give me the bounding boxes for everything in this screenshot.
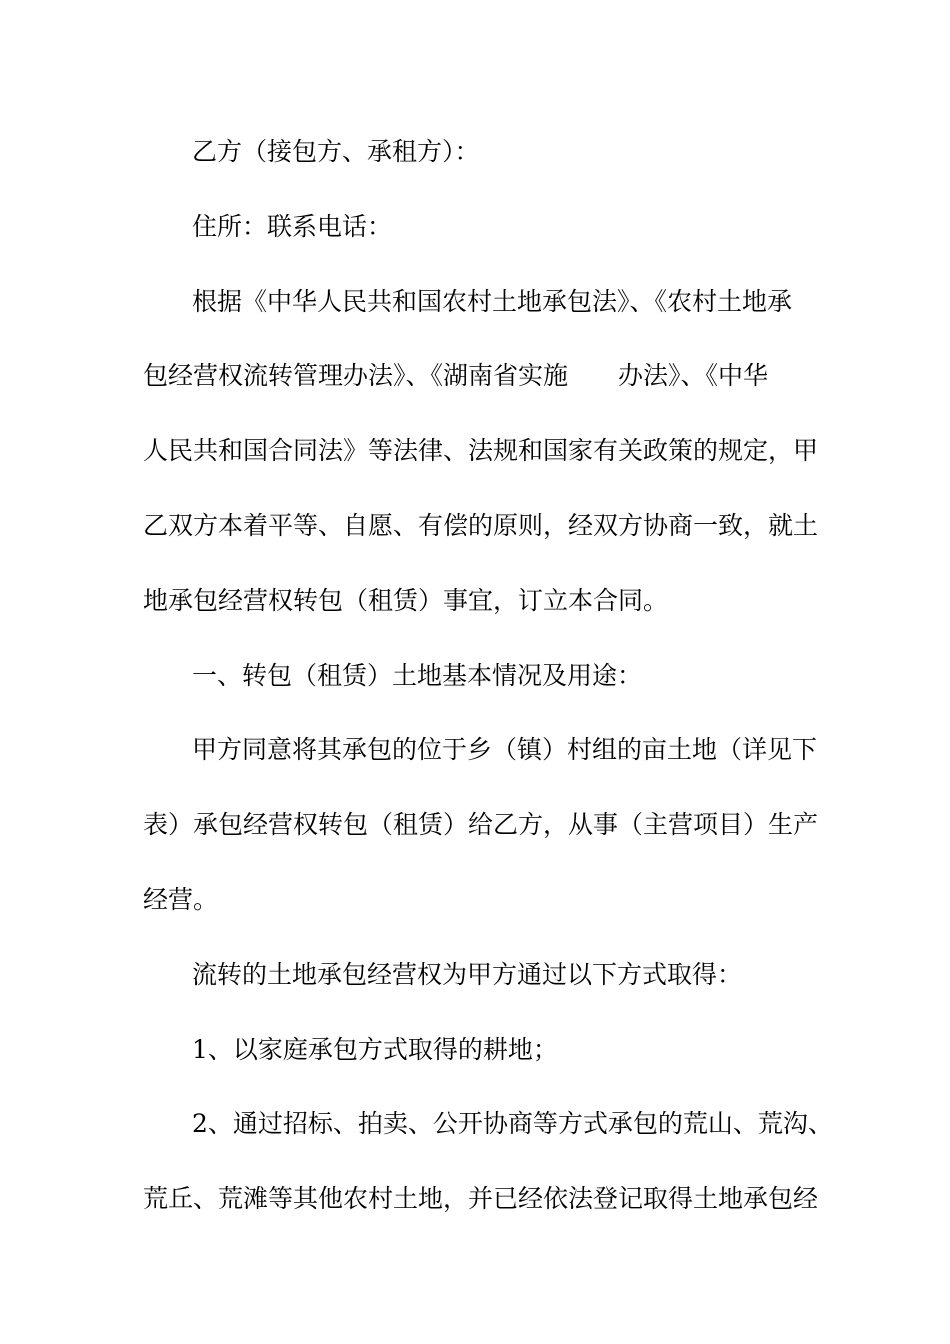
text-line-agreement-3: 经营。 (143, 885, 219, 914)
text-line-address-phone: 住所：联系电话： (192, 212, 393, 241)
section-heading-land-info: 一、转包（租赁）土地基本情况及用途： (192, 661, 643, 690)
list-item-2-line-1: 2、通过招标、拍卖、公开协商等方式承包的荒山、荒沟、 (192, 1109, 833, 1138)
text-line-party-b: 乙方（接包方、承租方）： (192, 137, 480, 166)
text-line-agreement-1: 甲方同意将其承包的位于乡（镇）村组的亩土地（详见下 (192, 735, 818, 764)
list-item-2-line-2: 荒丘、荒滩等其他农村土地，并已经依法登记取得土地承包经 (143, 1184, 819, 1213)
text-line-legal-basis-5: 地承包经营权转包（租赁）事宜，订立本合同。 (143, 586, 669, 615)
text-line-agreement-2: 表）承包经营权转包（租赁）给乙方，从事（主营项目）生产 (143, 810, 819, 839)
text-line-legal-basis-1: 根据《中华人民共和国农村土地承包法》、《农村土地承 (192, 287, 793, 316)
text-line-legal-basis-2: 包经营权流转管理办法》、《湖南省实施 办法》、《中华 (143, 361, 769, 390)
text-line-acquisition-intro: 流转的土地承包经营权为甲方通过以下方式取得： (192, 960, 743, 989)
list-item-1: 1、以家庭承包方式取得的耕地； (192, 1035, 558, 1064)
text-line-legal-basis-4: 乙双方本着平等、自愿、有偿的原则，经双方协商一致，就土 (143, 511, 819, 540)
text-line-legal-basis-3: 人民共和国合同法》等法律、法规和国家有关政策的规定，甲 (143, 436, 819, 465)
